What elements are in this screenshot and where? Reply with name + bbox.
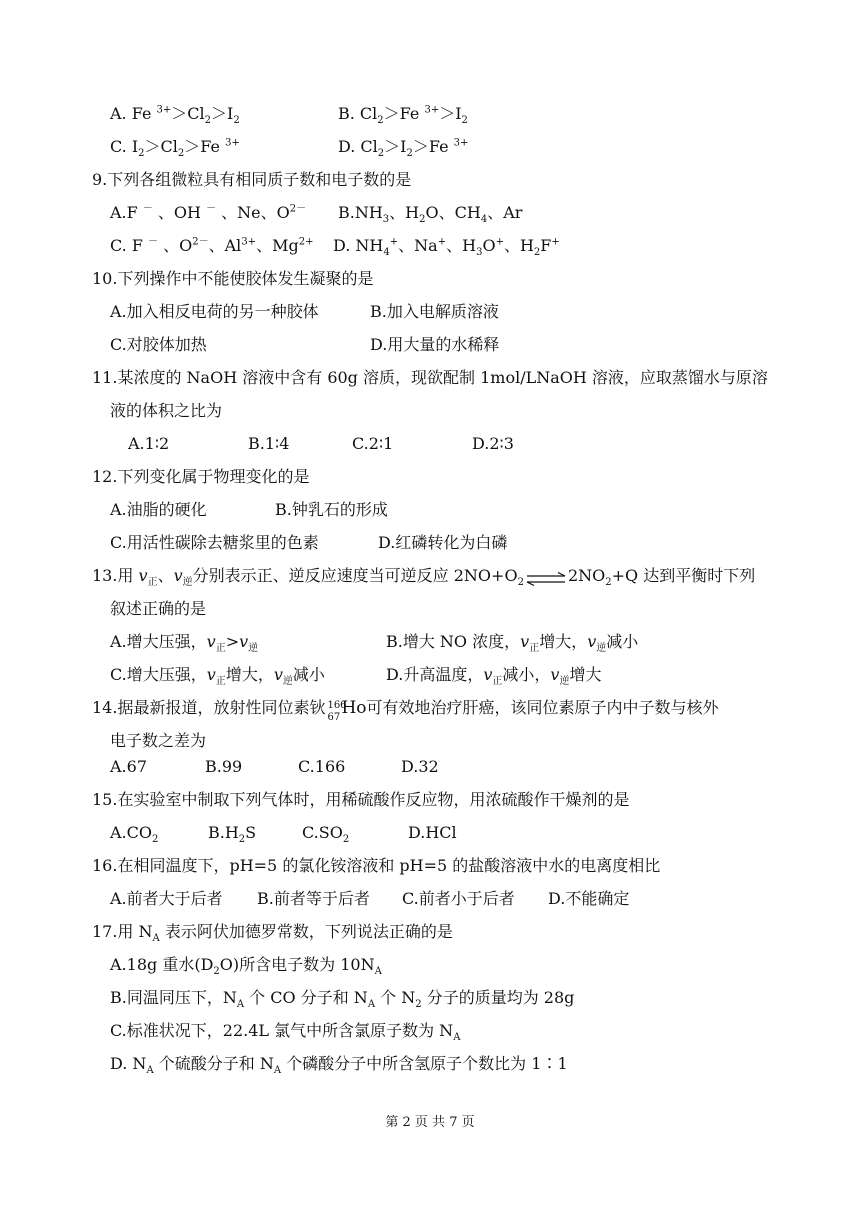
q16-option-d: D.不能确定 <box>548 889 630 908</box>
q15-option-a: $A.CO_2$ <box>110 823 159 846</box>
q11-option-a: A.1∶2 <box>128 434 170 453</box>
q11-stem-line2: 液的体积之比为 <box>110 401 223 420</box>
q10-option-b: B.加入电解质溶液 <box>370 302 499 321</box>
q17-option-c: C.标准状况下，22.4L 氯气中所含氯原子数为 $N_A$ <box>110 1021 461 1044</box>
q13-option-c: C.增大压强，$v_正$增大，$v_逆$减小 <box>110 665 325 688</box>
q16-option-a: A.前者大于后者 <box>110 889 223 908</box>
q17-option-d: D. $N_A$ 个硫酸分子和 $N_A$ 个磷酸分子中所含氢原子个数比为 1∶1 <box>110 1054 568 1077</box>
page-footer: 第 2 页 共 7 页 <box>385 1115 475 1130</box>
q15-option-d: D.HCl <box>408 823 457 842</box>
isotope-notation: 166 67 <box>327 700 347 723</box>
q15-option-c: $C.SO_2$ <box>302 823 350 846</box>
q17-stem: 17.用 $N_A$ 表示阿伏加德罗常数，下列说法正确的是 <box>92 922 453 945</box>
q8-option-c: C. $I_2>Cl_2>Fe$ $^{3+}$ <box>110 137 240 160</box>
q16-option-c: C.前者小于后者 <box>402 889 515 908</box>
q14-option-c: C.166 <box>298 757 346 776</box>
q10-option-c: C.对胶体加热 <box>110 335 207 354</box>
q14-option-d: D.32 <box>401 757 439 776</box>
q12-option-d: D.红磷转化为白磷 <box>378 533 508 552</box>
q14-option-b: B.99 <box>205 757 243 776</box>
q10-option-a: A.加入相反电荷的另一种胶体 <box>110 302 319 321</box>
q15-stem: 15.在实验室中制取下列气体时，用稀硫酸作反应物，用浓硫酸作干燥剂的是 <box>92 790 630 809</box>
q10-option-d: D.用大量的水稀释 <box>370 335 500 354</box>
q11-option-d: D.2∶3 <box>472 434 514 453</box>
q8-option-a: A. Fe $^{3+}>Cl_2>I_2$ <box>110 104 240 127</box>
q11-option-b: B.1∶4 <box>248 434 290 453</box>
q10-stem: 10.下列操作中不能使胶体发生凝聚的是 <box>92 269 374 288</box>
q12-option-b: B.钟乳石的形成 <box>275 500 388 519</box>
q13-option-b: B.增大 NO 浓度，$v_正$增大，$v_逆$减小 <box>386 632 639 655</box>
q16-stem: 16.在相同温度下，pH=5 的氯化铵溶液和 pH=5 的盐酸溶液中水的电离度相比 <box>92 856 661 875</box>
q11-stem-line1: 11.某浓度的 NaOH 溶液中含有 60g 溶质，现欲配制 1mol/LNaOH 溶液，应取蒸馏水与原溶 <box>92 368 768 387</box>
q9-option-b: $B.NH_3$、$H_2O$、$CH_4$、Ar <box>338 203 523 226</box>
q9-option-a: A.F － 、OH － 、Ne、$O^{2-}$ <box>110 203 307 222</box>
q17-option-a: A.18g 重水$(D_2O)$所含电子数为 $10N_A$ <box>110 955 382 978</box>
q15-option-b: $B.H_2S$ <box>208 823 257 846</box>
q9-option-c: C. F － 、$O^{2-}$、$Al^{3+}$、$Mg^{2+}$ <box>110 236 314 255</box>
q13-option-a: A.增大压强，$v_正>v_逆$ <box>110 632 259 655</box>
q17-option-b: B.同温同压下，$N_A$ 个 CO 分子和 $N_A$ 个 $N_2$ 分子的质量均为 28g <box>110 988 575 1011</box>
q8-option-b: B. $Cl_2>Fe$ $^{3+}>I_2$ <box>338 104 468 127</box>
q12-option-c: C.用活性碳除去糖浆里的色素 <box>110 533 319 552</box>
q9-stem: 9.下列各组微粒具有相同质子数和电子数的是 <box>92 170 412 189</box>
q12-stem: 12.下列变化属于物理变化的是 <box>92 467 310 486</box>
reversible-arrow-icon <box>526 570 566 584</box>
q14-stem-line1: 14.据最新报道，放射性同位素钬 166 67 Ho可有效地治疗肝癌，该同位素原子内中子数与核外 <box>92 698 719 723</box>
q13-option-d: D.升高温度，$v_正$减小，$v_逆$增大 <box>386 665 602 688</box>
q14-option-a: A.67 <box>110 757 147 776</box>
q11-option-c: C.2∶1 <box>352 434 394 453</box>
q12-option-a: A.油脂的硬化 <box>110 500 207 519</box>
q9-option-d: D. $NH_4^+$、Na+、$H_3O^+$、$H_2F^+$ <box>333 236 560 259</box>
q16-option-b: B.前者等于后者 <box>257 889 370 908</box>
q14-stem-line2: 电子数之差为 <box>110 731 207 750</box>
q8-option-d: D. $Cl_2>I_2>Fe$ $^{3+}$ <box>338 137 469 160</box>
q13-stem-line2: 叙述正确的是 <box>110 599 207 618</box>
q13-stem-line1: 13.用 $v_正$、$v_逆$分别表示正、逆反应速度当可逆反应 $2NO+O_2$ $2NO_2+Q$ 达到平衡时下列 <box>92 566 756 589</box>
